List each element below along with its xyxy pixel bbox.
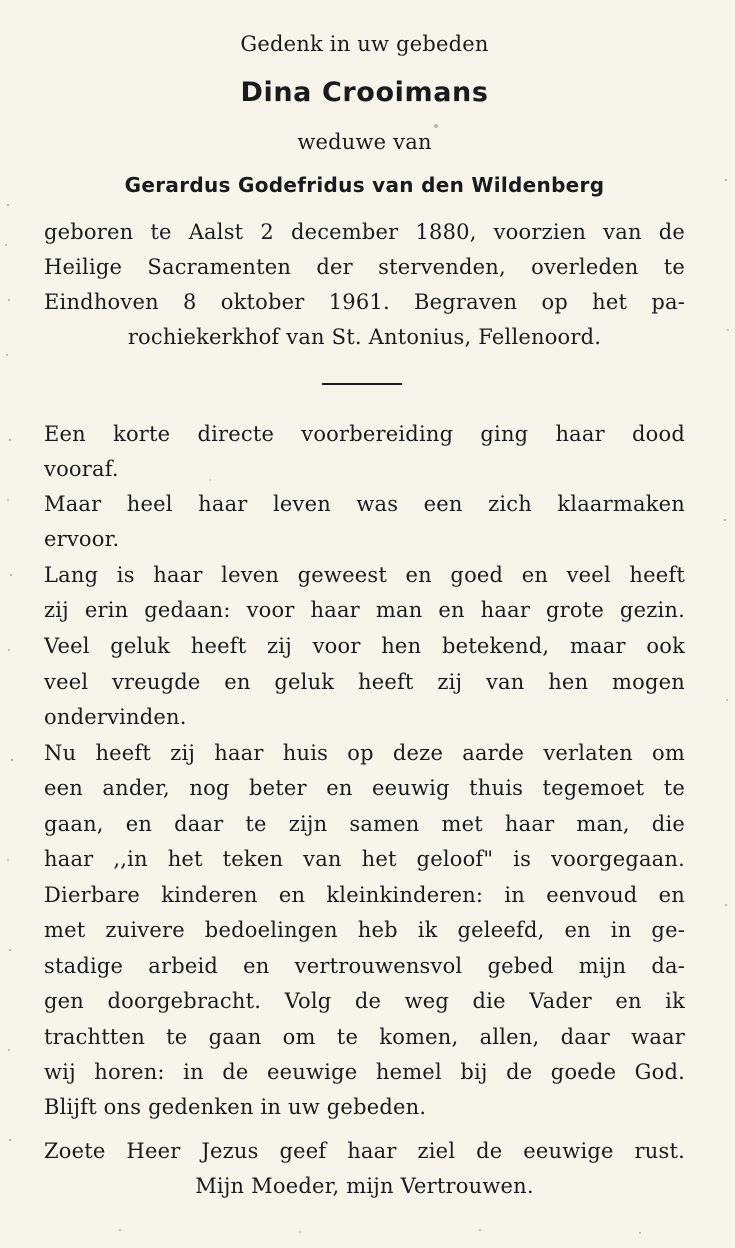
text-line: veel vreugde en geluk heeft zij van hen mogen [44, 670, 685, 694]
spouse-name: Gerardus Godefridus van den Wildenberg [124, 173, 605, 197]
divider-rule [322, 383, 402, 385]
closing-prayer: Zoete Heer Jezus geef haar ziel de eeuwige rust. [44, 1139, 685, 1163]
text-line: wij horen: in de eeuwige hemel bij de goede God. [44, 1060, 685, 1084]
deceased-name: Dina Crooimans [240, 77, 489, 108]
relation-line: weduwe van [297, 130, 432, 154]
text-line: vooraf. [44, 457, 119, 481]
text-line: Nu heeft zij haar huis op deze aarde verlaten om [44, 741, 685, 765]
text-line: een ander, nog beter en eeuwig thuis tegemoet te [44, 776, 685, 800]
text-line: zij erin gedaan: voor haar man en haar grote gezin. [44, 598, 685, 622]
intro-line: Gedenk in uw gebeden [240, 32, 489, 56]
text-line: ondervinden. [44, 705, 187, 729]
closing-invocation: Mijn Moeder, mijn Vertrouwen. [195, 1174, 534, 1198]
text-line: gen doorgebracht. Volg de weg die Vader en ik [44, 989, 685, 1013]
biography-line: rochiekerkhof van St. Antonius, Fellenoord. [127, 325, 602, 349]
biography-line: Heilige Sacramenten der stervenden, overleden te [44, 255, 685, 279]
text-line: Een korte directe voorbereiding ging haar dood [44, 422, 685, 446]
biography-line: Eindhoven 8 oktober 1961. Begraven op het pa- [44, 290, 685, 314]
text-line: stadige arbeid en vertrouwensvol gebed mijn da- [44, 954, 685, 978]
biography-line: geboren te Aalst 2 december 1880, voorzien van de [44, 220, 685, 244]
text-line: ervoor. [44, 527, 120, 551]
text-line: trachtten te gaan om te komen, allen, daar waar [44, 1025, 685, 1049]
text-line: haar ,,in het teken van het geloof" is voorgegaan. [44, 847, 685, 871]
text-line: Veel geluk heeft zij voor hen betekend, maar ook [44, 634, 685, 658]
text-line: met zuivere bedoelingen heb ik geleefd, en in ge- [44, 918, 685, 942]
text-line: Maar heel haar leven was een zich klaarmaken [44, 492, 685, 516]
text-line: Dierbare kinderen en kleinkinderen: in eenvoud en [44, 883, 685, 907]
text-line: Lang is haar leven geweest en goed en veel heeft [44, 563, 685, 587]
text-line: Blijft ons gedenken in uw gebeden. [44, 1095, 427, 1119]
text-line: gaan, en daar te zijn samen met haar man, die [44, 812, 685, 836]
